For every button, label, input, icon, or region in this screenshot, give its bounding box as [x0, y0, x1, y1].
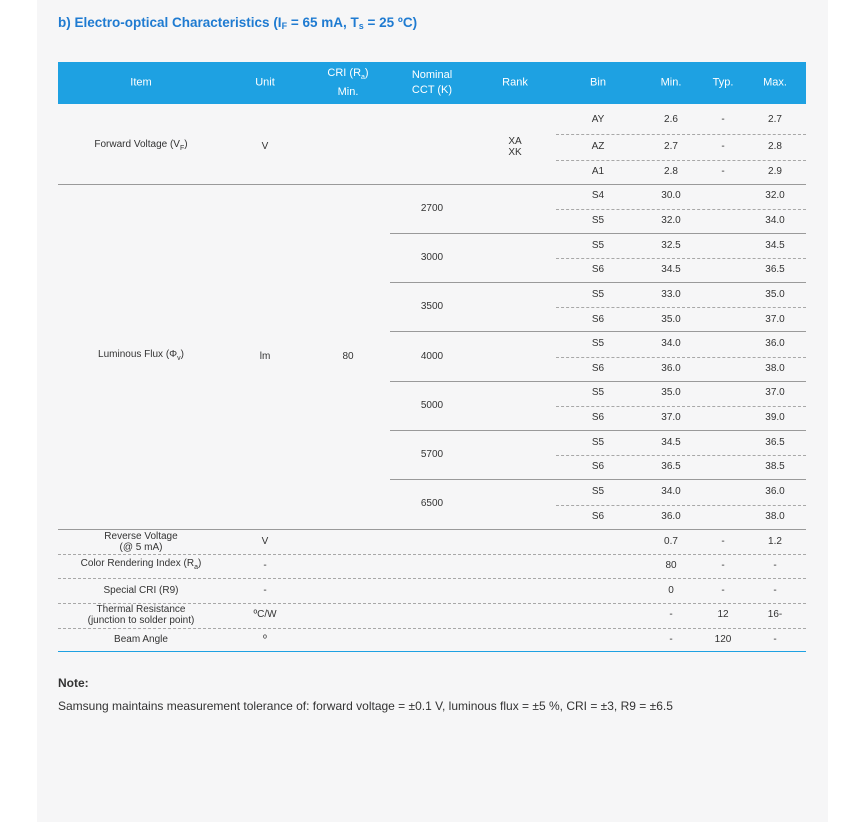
table-cell: 38.5	[765, 461, 785, 472]
table-cell: 0	[668, 585, 674, 596]
cri-label: Color Rendering Index $(R_a)$	[80, 558, 202, 571]
r9-label: Special CRI (R9)	[103, 585, 179, 596]
table-cell: V	[261, 536, 269, 547]
table-cell: -	[721, 141, 725, 152]
table-cell: -	[773, 585, 777, 596]
table-cell: 12	[717, 609, 729, 620]
group-divider	[390, 282, 806, 283]
row-divider	[556, 505, 806, 506]
table-cell: 35.0	[765, 289, 785, 300]
table-cell: 37.0	[765, 314, 785, 325]
row-divider	[58, 578, 806, 579]
table-cell: -	[721, 560, 725, 571]
cct-value: 2700	[420, 203, 444, 214]
table-cell: S6	[591, 511, 605, 522]
row-divider	[556, 209, 806, 210]
cct-value: 3500	[420, 301, 444, 312]
table-cell: 39.0	[765, 412, 785, 423]
table-cell: 33.0	[661, 289, 681, 300]
table-cell: -	[669, 634, 673, 645]
row-divider	[58, 554, 806, 555]
table-cell: 2.7	[664, 141, 678, 152]
luminous-flux-label: Luminous Flux $(\Phi_v)$	[98, 349, 184, 362]
forward-voltage-rank: XA XK	[508, 136, 522, 158]
table-cell: AY	[591, 114, 605, 125]
table-cell: -	[721, 536, 725, 547]
table-cell: 38.0	[765, 363, 785, 374]
forward-voltage-unit: V	[261, 141, 269, 152]
header-cct: Nominal CCT (K)	[411, 69, 453, 96]
row-divider	[58, 628, 806, 629]
table-cell: 36.0	[661, 511, 681, 522]
table-cell: S5	[591, 437, 605, 448]
table-cell: 34.5	[765, 240, 785, 251]
section-divider	[58, 184, 806, 185]
row-divider	[556, 258, 806, 259]
header-rank: Rank	[502, 76, 528, 89]
cct-value: 5000	[420, 400, 444, 411]
table-cell: 2.8	[664, 166, 678, 177]
header-min: Min.	[660, 76, 682, 89]
thermal-label: Thermal Resistance (junction to solder point)	[87, 604, 195, 626]
table-cell: S4	[591, 190, 605, 201]
group-divider	[390, 233, 806, 234]
table-cell: A1	[591, 166, 605, 177]
table-cell: 34.5	[661, 264, 681, 275]
table-cell: 1.2	[768, 536, 782, 547]
table-cell: S6	[591, 264, 605, 275]
table-cell: -	[669, 609, 673, 620]
table-cell: 80	[665, 560, 677, 571]
header-bin: Bin	[590, 76, 606, 89]
table-cell: -	[263, 585, 267, 596]
table-cell: 36.0	[765, 338, 785, 349]
row-divider	[556, 357, 806, 358]
header-unit: Unit	[255, 76, 275, 89]
table-cell: S5	[591, 486, 605, 497]
table-cell: 2.8	[768, 141, 782, 152]
table-cell: S5	[591, 387, 605, 398]
group-divider	[390, 430, 806, 431]
beam-angle-label: Beam Angle	[114, 634, 168, 645]
table-cell: 36.5	[765, 437, 785, 448]
table-cell: S5	[591, 215, 605, 226]
table-cell: 30.0	[661, 190, 681, 201]
table-cell: 36.5	[661, 461, 681, 472]
table-cell: 120	[714, 634, 732, 645]
table-cell: 36.0	[661, 363, 681, 374]
table-cell: S6	[591, 363, 605, 374]
table-cell: 2.6	[664, 114, 678, 125]
row-divider	[556, 455, 806, 456]
table-cell: 37.0	[765, 387, 785, 398]
table-cell: 16-	[767, 609, 783, 620]
table-cell: -	[263, 560, 267, 571]
header-max: Max.	[763, 76, 787, 89]
group-divider	[390, 331, 806, 332]
group-divider	[390, 381, 806, 382]
luminous-flux-cri: 80	[342, 351, 354, 362]
table-cell: S6	[591, 314, 605, 325]
table-header	[58, 62, 806, 104]
cct-value: 3000	[420, 252, 444, 263]
table-cell: 32.5	[661, 240, 681, 251]
header-typ: Typ.	[712, 76, 734, 89]
table-cell: -	[773, 560, 777, 571]
header-item: Item	[130, 76, 152, 89]
table-cell: 36.0	[765, 486, 785, 497]
table-cell: S5	[591, 289, 605, 300]
table-cell: S5	[591, 338, 605, 349]
row-divider	[556, 406, 806, 407]
table-cell: 32.0	[661, 215, 681, 226]
note-text: Samsung maintains measurement tolerance of: forward voltage = ±0.1 V, luminous flux = ±5 %, CRI = ±3, R9 = ±6.5	[58, 699, 673, 713]
table-cell: 34.0	[661, 486, 681, 497]
row-divider	[556, 160, 806, 161]
table-cell: 35.0	[661, 387, 681, 398]
table-cell: S5	[591, 240, 605, 251]
table-cell: S6	[591, 461, 605, 472]
table-cell: 34.0	[661, 338, 681, 349]
table-bottom-rule	[58, 651, 806, 652]
table-cell: -	[721, 166, 725, 177]
table-cell: -	[721, 585, 725, 596]
table-cell: 37.0	[661, 412, 681, 423]
table-cell: ºC/W	[253, 609, 277, 620]
table-cell: -	[773, 634, 777, 645]
group-divider	[390, 479, 806, 480]
table-cell: S6	[591, 412, 605, 423]
table-cell: 35.0	[661, 314, 681, 325]
note-heading: Note:	[58, 676, 89, 690]
table-cell: 34.0	[765, 215, 785, 226]
section-title: b) Electro-optical Characteristics ($I_F = 65$ mA, $T_s = 25$ ºC)	[58, 15, 418, 31]
table-cell: º	[263, 634, 267, 645]
cct-value: 4000	[420, 351, 444, 362]
table-cell: 2.9	[768, 166, 782, 177]
table-cell: 34.5	[661, 437, 681, 448]
header-cri: CRI $(R_a)$ Min.	[327, 66, 369, 99]
table-cell: 2.7	[768, 114, 782, 125]
row-divider	[556, 307, 806, 308]
table-cell: 0.7	[664, 536, 678, 547]
luminous-flux-unit: lm	[259, 351, 271, 362]
table-cell: 36.5	[765, 264, 785, 275]
cct-value: 6500	[420, 498, 444, 509]
row-divider	[556, 134, 806, 135]
table-cell: 32.0	[765, 190, 785, 201]
reverse-voltage-label: Reverse Voltage (@ 5 mA)	[104, 531, 178, 553]
table-cell: -	[721, 114, 725, 125]
cct-value: 5700	[420, 449, 444, 460]
section-divider	[58, 529, 806, 530]
forward-voltage-label: Forward Voltage $(V_F)$	[94, 139, 188, 152]
table-cell: AZ	[591, 141, 605, 152]
table-cell: 38.0	[765, 511, 785, 522]
